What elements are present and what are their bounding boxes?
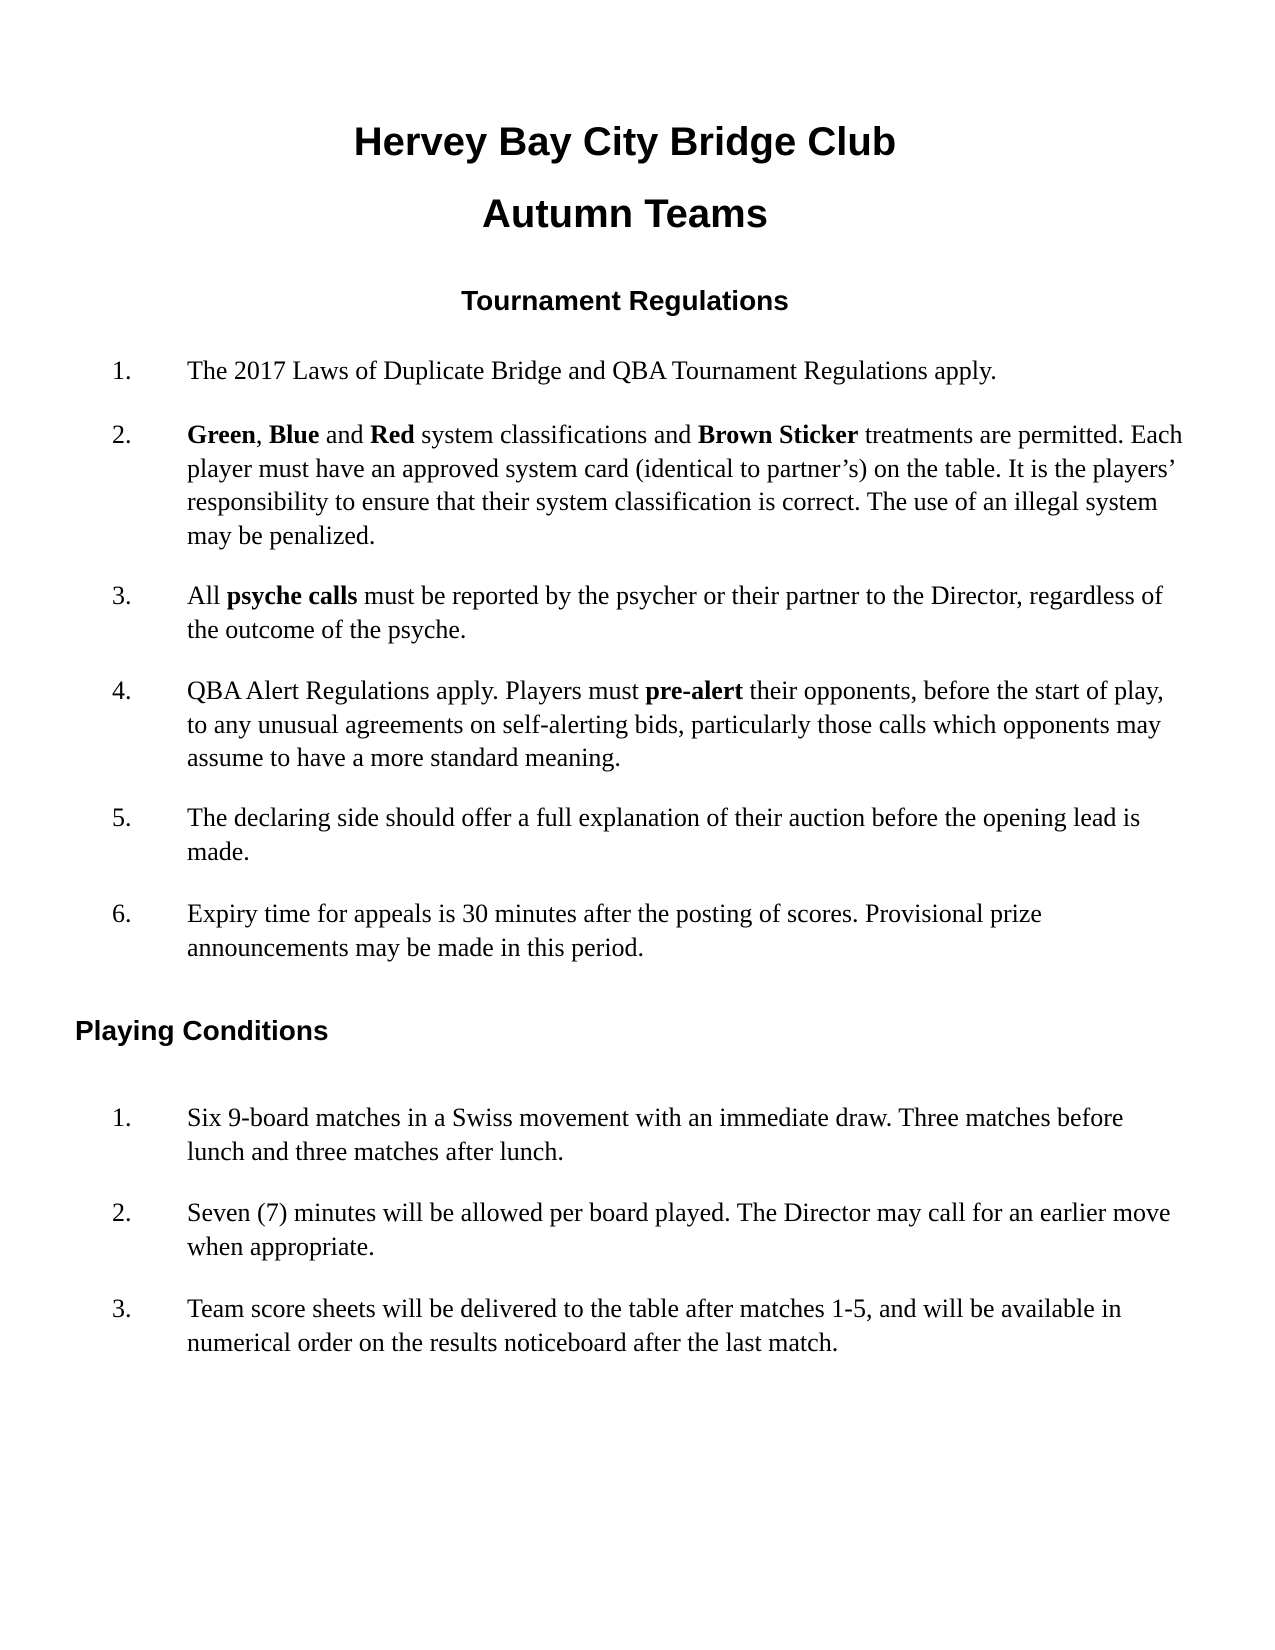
text-segment: treatments are permitted. Each player must have an approved system card (identical to partner’s) on the table. It is the players’ responsibility to ensure that their system classification is correct. The use of an illegal system may be penalized. <box>187 420 1183 550</box>
text-segment: their opponents, before the start of play, to any unusual agreements on self-alerting bids, particularly those calls which opponents may assume to have a more standard meaning. <box>187 676 1164 772</box>
text-segment-bold: psyche calls <box>226 581 358 610</box>
text-segment: The declaring side should offer a full explanation of their auction before the opening lead is made. <box>187 803 1141 866</box>
item-text <box>187 674 1187 775</box>
text-segment: system classifications and <box>414 420 698 449</box>
item-text <box>187 579 1187 646</box>
item-number: 3. <box>112 1294 132 1323</box>
text-segment-bold: Green <box>187 420 256 449</box>
item-text <box>187 1196 1187 1263</box>
text-segment: Expiry time for appeals is 30 minutes after the posting of scores. Provisional prize announcements may be made in this period. <box>187 899 1042 962</box>
item-number: 6. <box>112 899 132 928</box>
item-number: 2. <box>112 1198 132 1227</box>
club-title: Hervey Bay City Bridge Club <box>353 120 897 164</box>
item-number: 3. <box>112 581 132 610</box>
regulations-heading: Tournament Regulations <box>461 285 789 316</box>
playing-conditions-heading: Playing Conditions <box>75 1015 329 1046</box>
item-number: 1. <box>112 356 132 385</box>
item-text <box>187 418 1187 552</box>
text-segment: The 2017 Laws of Duplicate Bridge and QBA Tournament Regulations apply. <box>187 356 997 385</box>
text-segment: Six 9-board matches in a Swiss movement with an immediate draw. Three matches before lunch and three matches after lunch. <box>187 1103 1124 1166</box>
text-segment-bold: Blue <box>268 420 320 449</box>
item-text <box>187 354 1187 388</box>
text-segment: Seven (7) minutes will be allowed per board played. The Director may call for an earlier move when appropriate. <box>187 1198 1171 1261</box>
item-number: 1. <box>112 1103 132 1132</box>
item-number: 4. <box>112 676 132 705</box>
item-text <box>187 1292 1187 1359</box>
item-number: 2. <box>112 420 132 449</box>
text-segment: must be reported by the psycher or their partner to the Director, regardless of the outcome of the psyche. <box>187 581 1163 644</box>
text-segment: , <box>255 420 269 449</box>
item-text <box>187 1101 1187 1168</box>
item-number: 5. <box>112 803 132 832</box>
text-segment: All <box>187 581 227 610</box>
event-title: Autumn Teams <box>482 192 768 236</box>
text-segment-bold: pre-alert <box>645 676 744 705</box>
text-segment: Team score sheets will be delivered to the table after matches 1-5, and will be available in numerical order on the results noticeboard after the last match. <box>187 1294 1122 1357</box>
text-segment-bold: Brown Sticker <box>697 420 859 449</box>
item-text <box>187 801 1187 868</box>
text-segment: QBA Alert Regulations apply. Players must <box>187 676 646 705</box>
item-text <box>187 897 1187 964</box>
text-segment-bold: Red <box>369 420 415 449</box>
text-segment: and <box>319 420 370 449</box>
